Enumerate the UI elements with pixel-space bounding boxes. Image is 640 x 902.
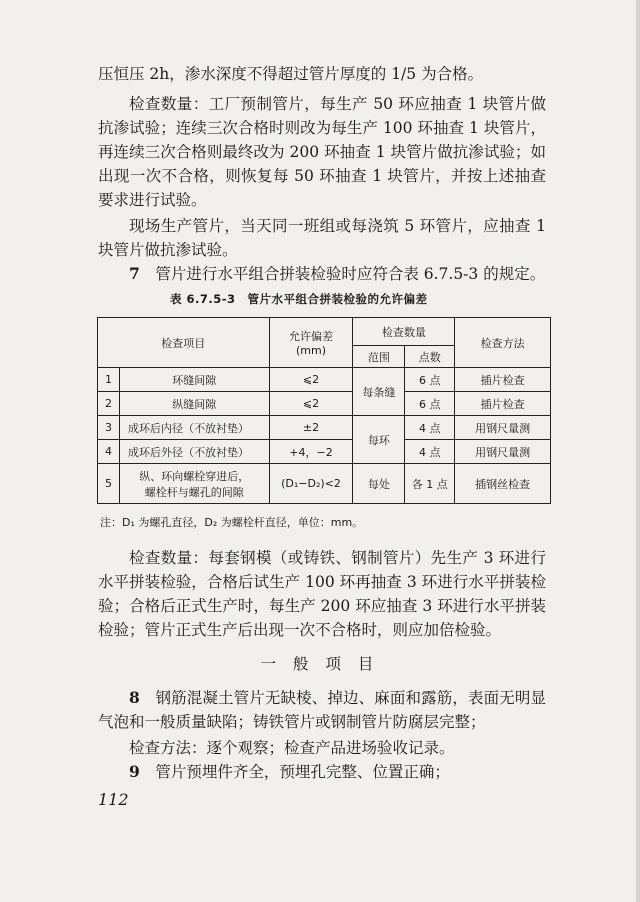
row-item: 纵缝间隙 xyxy=(119,392,269,416)
row-item xyxy=(119,464,269,504)
row-item: 成环后内径（不放衬垫） xyxy=(119,416,269,440)
row-scope: 每环 xyxy=(353,416,405,464)
row-number: 5 xyxy=(98,464,120,504)
row-tolerance: (D₁−D₂)<2 xyxy=(269,464,353,504)
paragraph-5: 检查数量：每套钢模（或铸铁、钢制管片）先生产 3 环进行水平拼装检验，合格后试生产 100 环再抽查 3 环进行水平拼装检验；合格后正式生产时，每生产 200 环应抽查 3 环进行水平拼装检验；管片正式生产后出现一次不合格时，则应加倍检验。 xyxy=(98,549,546,639)
table-row xyxy=(98,464,551,504)
tolerance-table xyxy=(97,317,551,504)
header-points: 点数 xyxy=(405,346,455,368)
row-tolerance: ±2 xyxy=(269,416,353,440)
clause-number: 9 xyxy=(129,762,140,781)
header-item: 检查项目 xyxy=(98,318,270,368)
header-quantity: 检查数量 xyxy=(353,318,455,346)
row-method: 用钢尺量测 xyxy=(455,416,551,440)
row-points: 4 点 xyxy=(405,440,455,464)
table-row xyxy=(98,416,551,440)
row-points: 6 点 xyxy=(405,368,455,392)
table-row xyxy=(98,440,551,464)
paragraph-3: 现场生产管片，当天同一班组或每浇筑 5 环管片，应抽查 1 块管片做抗渗试验。 xyxy=(98,217,546,259)
paragraph-7: 检查方法：逐个观察；检查产品进场验收记录。 xyxy=(129,739,455,757)
section-title: 一 般 项 目 xyxy=(260,655,380,673)
paragraph-8 xyxy=(98,760,546,784)
paragraph-6-text: 钢筋混凝土管片无缺棱、掉边、麻面和露筋，表面无明显气泡和一般质量缺陷；铸铁管片或钢制管片防腐层完整； xyxy=(98,689,546,731)
header-method: 检查方法 xyxy=(455,318,551,368)
table-row xyxy=(98,368,551,392)
paragraph-4-text: 管片进行水平组合拼装检验时应符合表 6.7.5-3 的规定。 xyxy=(155,265,546,283)
row-tolerance: ⩽2 xyxy=(269,368,353,392)
page-number: 112 xyxy=(98,790,129,809)
header-tolerance-unit: (mm) xyxy=(296,344,327,357)
paragraph-1: 压恒压 2h，渗水深度不得超过管片厚度的 1/5 为合格。 xyxy=(98,65,484,83)
paragraph-6 xyxy=(98,686,546,734)
row-tolerance: +4，−2 xyxy=(269,440,353,464)
header-tolerance xyxy=(269,318,353,368)
clause-number: 7 xyxy=(129,264,140,283)
row-number: 2 xyxy=(98,392,120,416)
row-item-line1: 纵、环向螺栓穿进后， xyxy=(139,469,250,483)
row-method: 用钢尺量测 xyxy=(455,440,551,464)
row-item: 环缝间隙 xyxy=(119,368,269,392)
header-scope: 范围 xyxy=(353,346,405,368)
page-edge-shadow xyxy=(636,0,640,902)
table-caption: 表 6.7.5-3 管片水平组合拼装检验的允许偏差 xyxy=(170,292,428,306)
row-points: 4 点 xyxy=(405,416,455,440)
table-row xyxy=(98,392,551,416)
paragraph-4 xyxy=(98,262,546,286)
row-method: 插钢丝检查 xyxy=(455,464,551,504)
row-scope: 每条缝 xyxy=(353,368,405,416)
paragraph-8-text: 管片预埋件齐全，预埋孔完整、位置正确； xyxy=(155,763,450,781)
row-number: 4 xyxy=(98,440,120,464)
row-number: 3 xyxy=(98,416,120,440)
row-method: 插片检查 xyxy=(455,392,551,416)
header-tolerance-label: 允许偏差 xyxy=(289,330,334,343)
row-number: 1 xyxy=(98,368,120,392)
table-note: 注：D₁ 为螺孔直径，D₂ 为螺栓杆直径，单位：mm。 xyxy=(100,516,364,529)
paragraph-2: 检查数量：工厂预制管片，每生产 50 环应抽查 1 块管片做抗渗试验；连续三次合格时则改为每生产 100 环抽查 1 块管片，再连续三次合格则最终改为 200 环抽查 1 块管片做抗渗试验；如出现一次不合格，则恢复每 50 环抽查 1 块管片，并按上述抽查要求进行试验。 xyxy=(98,95,546,209)
clause-number: 8 xyxy=(129,688,140,707)
row-scope: 每处 xyxy=(353,464,405,504)
row-points: 各 1 点 xyxy=(405,464,455,504)
row-method: 插片检查 xyxy=(455,368,551,392)
row-item: 成环后外径（不放衬垫） xyxy=(119,440,269,464)
row-points: 6 点 xyxy=(405,392,455,416)
row-item-line2: 螺栓杆与螺孔的间隙 xyxy=(144,485,244,499)
row-tolerance: ⩽2 xyxy=(269,392,353,416)
